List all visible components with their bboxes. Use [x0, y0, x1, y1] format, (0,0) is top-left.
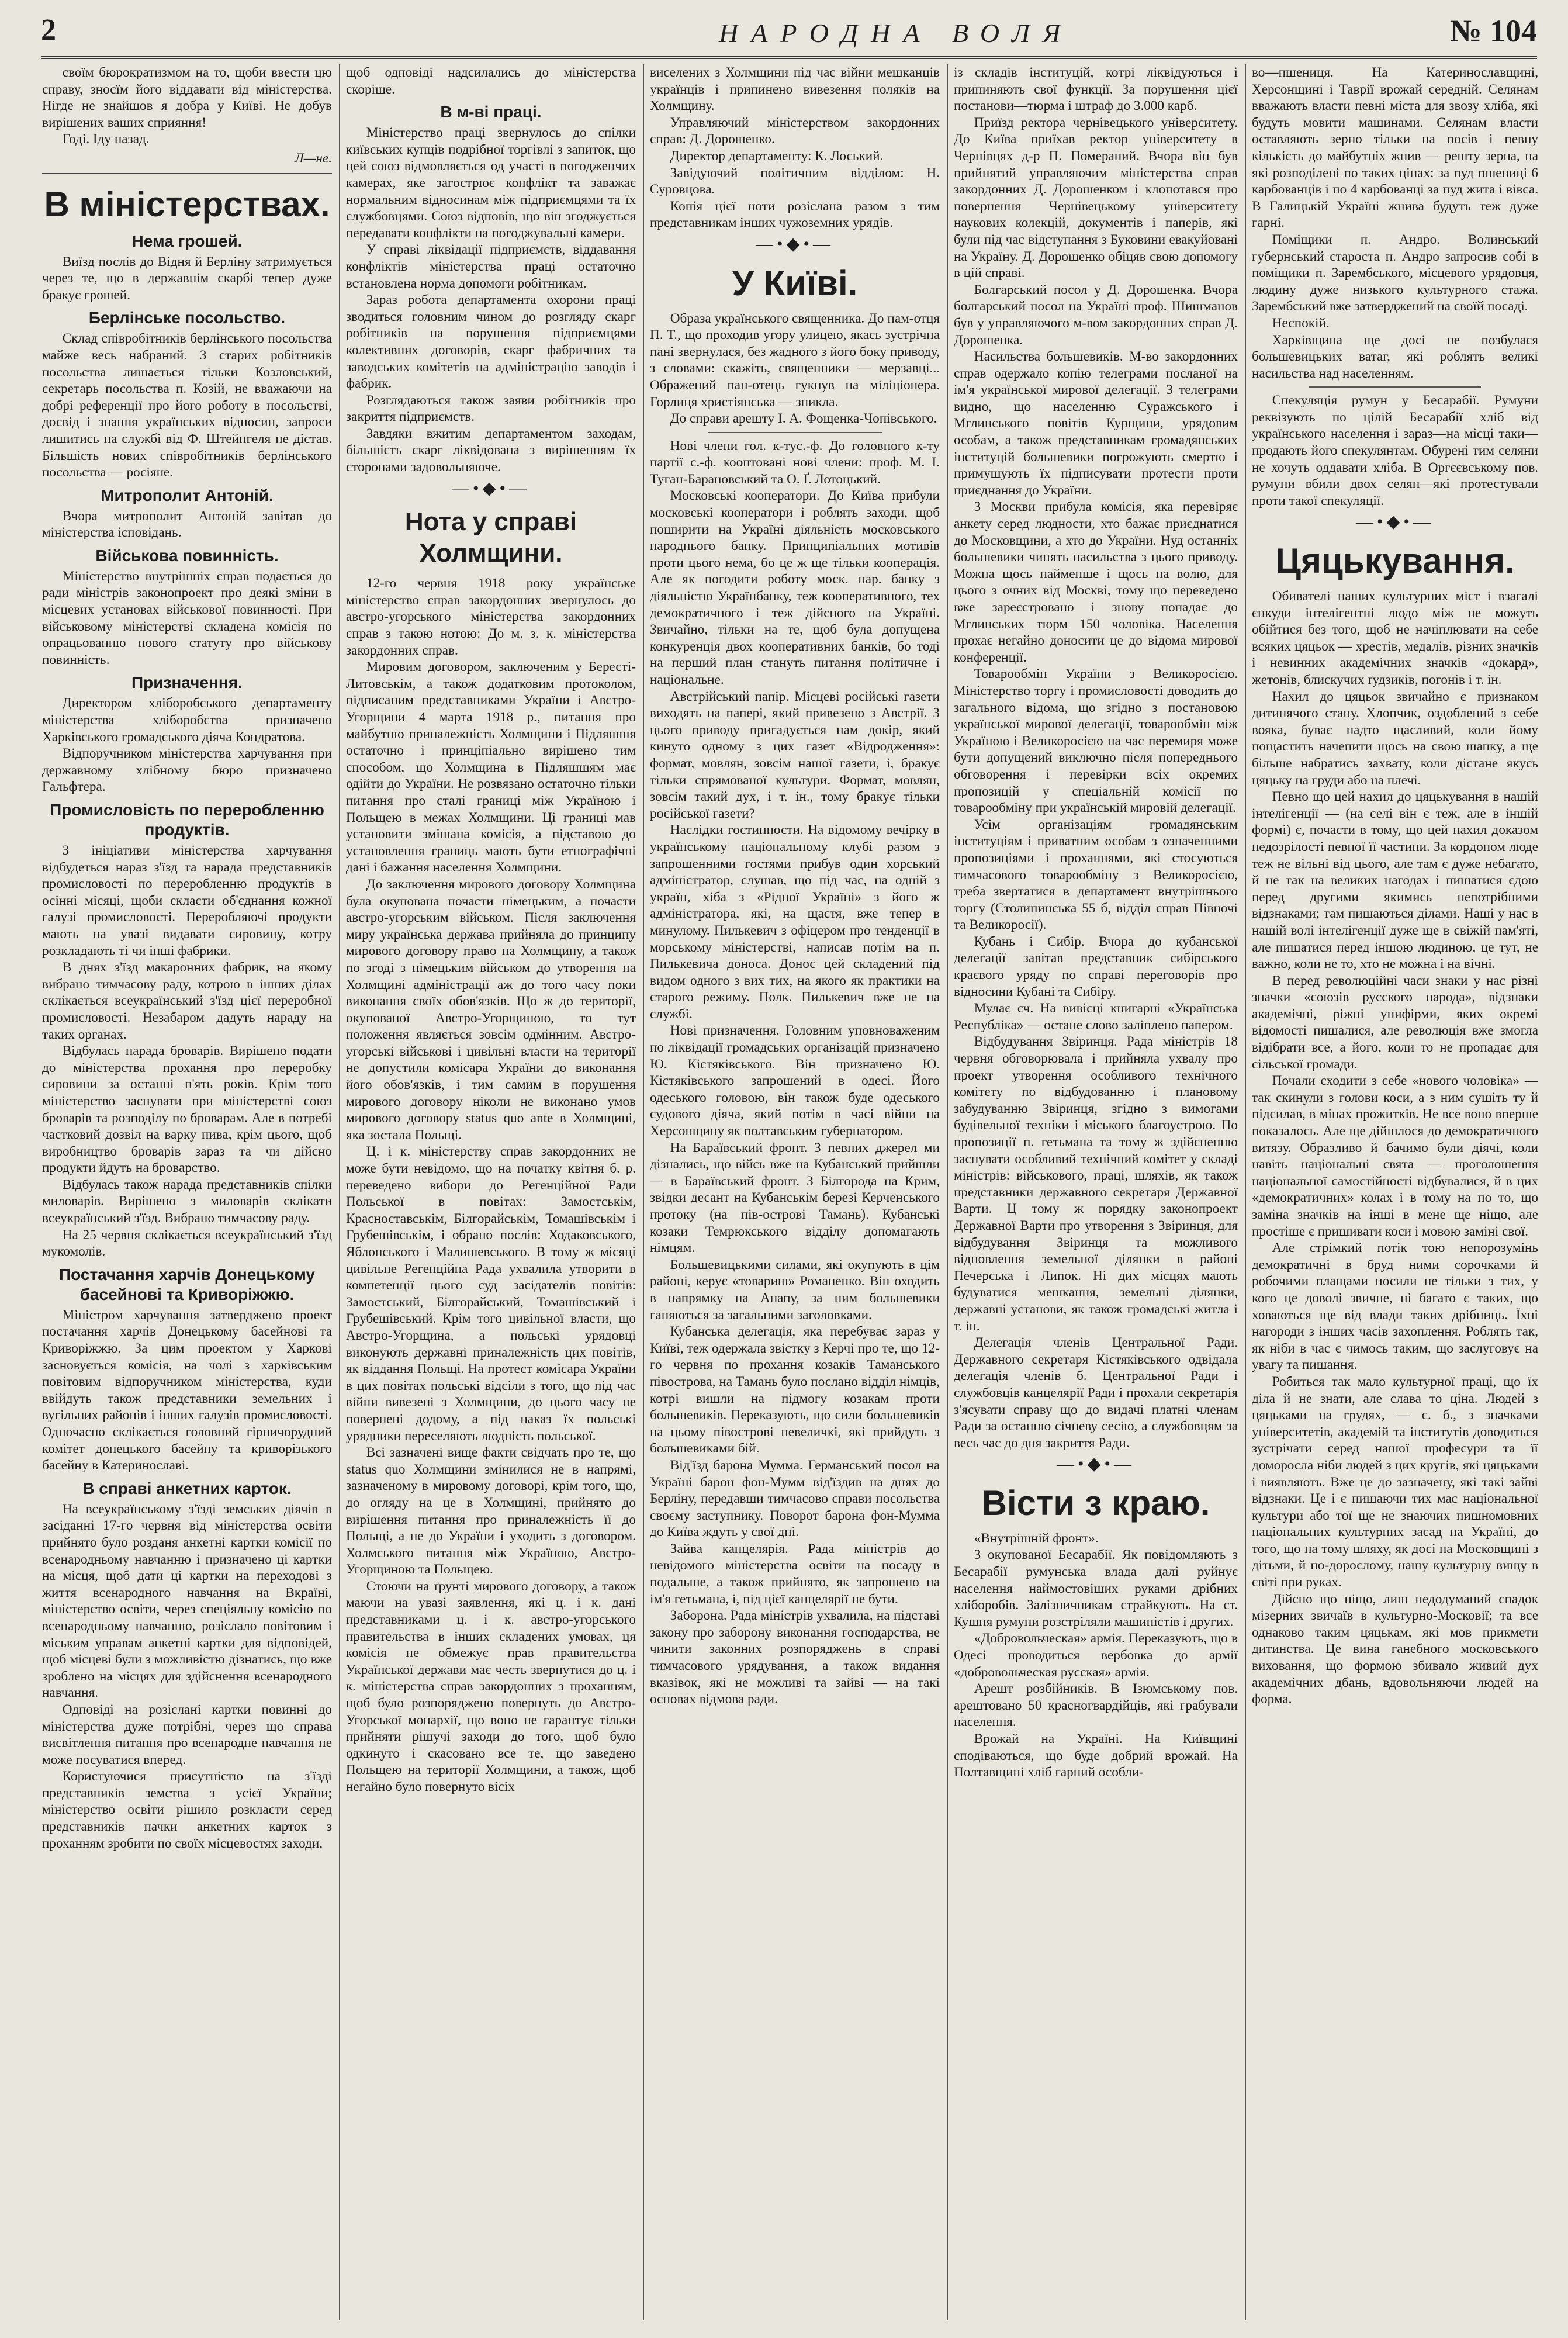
article-text: Вчора митрополит Антоній завітав до міністерства ісповідань. [42, 508, 332, 541]
section-title: У Київі. [732, 263, 858, 303]
article-text: во—пшениця. На Катеринославщині, Херсонщині і Таврії врожай середній. Селянам вважають власти певні міста для звозу хліба, які будуть мовити машинами. Селянам власти оставляють зерно тільки на посів і певну кількість до майбутніх жнив — решту зерна, на які розподілені по таких цінах: за пуд пшениці 6 карбованців і по 4 карбованці за пуд жита і вівса. В Галицькій Україні жнива будуть теж дуже гарні. [1252, 65, 1538, 231]
divider [1309, 386, 1481, 388]
news-item: До справи арешту І. А. Фощенка-Чопівського. [670, 411, 937, 427]
news-item: Товарообмін України з Великоросією. Міністерство торгу і промисловості доводить до загального відома, що згідно з постановою української мирової делегації, товарообмін між Україною і Великоросією на час перемиря може бути допущений виключно після попереднього обговорення і перевірки всіх окремих пропозицій у спеціальній комісії по товарообміну при українській мировій делегації. [954, 666, 1238, 816]
article-text: На всеукраїнському з'їзді земських діячів в засіданні 17-го червня від міністерства освіти прийнято було розданя анкетні картки комісії по всенародньому навчанню і призначено ці картки на місця, щоб дати ці картки на переходові з життя всенародного навчання на Вкраїні, міністерство освіти, через спеціяльну комісію по всенародньому навчанню, розіслало повітовим і міським управам анкетні картки для відповідей, щоб місцеві були з можливістю дізнатись, що вже зроблено на місцях для здійснення всенародного навчання. [42, 1501, 332, 1701]
news-item: Від'їзд барона Мумма. Германський посол на Україні барон фон-Мумм від'їздив на днях до Берліну, передавши тимчасово справи посольства своєму заступнику. Поворот барона фон-Мумма до Київа ждуть у свої дні. [650, 1457, 940, 1540]
column-5 [1252, 64, 1538, 2320]
issue-number: № 104 [1450, 13, 1537, 49]
column-3 [650, 64, 940, 2320]
subheading: «Внутрішній фронт». [974, 1530, 1099, 1546]
column-divider [1245, 64, 1246, 2320]
article-text: Певно що цей нахил до цяцькування в нашій інтелігенції — (на селі він є теж, але в іншій формі) є, почасти в тому, що цей нахил доказом недозрілості певної її частини. За кордоном люде теж не вільні від цього, але там є дуже небагато, й не так на великих нагодах і пишатися єдою перед другими якимись непотрібними відзнаками; там пишаються ділами. Наші у нас в нашій волі інтелігенції дуже ще в свіжій пам'яті, але пишатися перед іншою людиною, це тут, не важно, коли не то, хто не можна і на вічні. [1252, 789, 1538, 972]
article-text: виселених з Холмщини під час війни мешканців українців і припинено вивезення поляків на Холмщину. [650, 65, 940, 114]
news-item: Відбудування Звіринця. Рада міністрів 18 червня обговорювала і прийняла ухвалу про проект утворення особливого технічного комітету по відбудованню і плановому забудуванню Звіринця, згідно з вимогами будівельної техніки і міського благоустрою. По пропозиції п. гетьмана та тому ж здійсненню заснувати особливий технічний комітет у складі міністрів: військового, праці, шляхів, як також представники державного секретаря Державної Варти. Ц тому ж порядку законопроект Державної Варти про утворення з Звіринця, для відбудування Звіринця та можливого відновлення земельної ділянки в районі Печерська і Липок. Ні дих місцях мають будуватися мешкання, земельні ділянки, державні установи, як також громадські житла і т. ін. [954, 1034, 1238, 1334]
article-text: Почали сходити з себе «нового чоловіка» — так скинули з голови коси, а з ним сушіть ту й підсилав, в мінах прожитків. Не все воно вперше показалось. Але ще дійшлося до демократичного витязу. Образливо й бачимо були діячі, коли навіть національні свята — проголошення національної самостійності відбувалися, й в цих «демократичних» колах і в тому на по то, що заміна значків на інші в мене ще ніщо, але простіше є пришивати коси і мовою заміні свої. [1252, 1073, 1538, 1239]
article-text: Відпоручником міністерства харчування при державному хлібному бюро призначено Гальфтера. [42, 746, 332, 795]
article-text: До заключення мирового договору Холмщина була окупована почасти німецьким, а почасти австро-угорським військом. Після заключення миру українська держава прийняла до принципу мирового договору право на Холмщину, а також по згоді з німецьким військом до утворення на Холмщині адміністрації аж до того часу поки виконання своїх обов'язків. Що ж до території, окупованої Австро-Угорщиною, то тут положення являється зовсім одмінним. Австро-угорські військові і цивільні власти на території не допустили комісара України до виконання його обов'язків, і тим самим в порушення мирового договору ніколи не виконано умов мирового договору status quo ante в Холмщині, яка зостала Польщі. [346, 876, 636, 1143]
article-text: З ініціативи міністерства харчування відбудеться нараз з'їзд та нарада представників промисловості по переробленню продуктів в осінні місяці, щоби скласти об'єднання кожної галузі промисловості. Переробляючі продукти мають на увазі видавати сировину, котру розкладають ті чи інші фабрики. [42, 843, 332, 959]
article-text: У справі ліквідації підприємств, віддавання конфліктів міністерства праці остаточно встановлена норма допомоги робітникам. [346, 242, 636, 291]
article-text: В перед революційні часи знаки у нас різні значки «союзів русского народа», відзнаки академічні, ріжні унифірми, яких окремі відомості пишалися, але революція вже змогла відібрати все, а його, коли то не пропадає для сільської громади. [1252, 973, 1538, 1072]
subheading: Постачання харчів Донецькому басейнові та Криворіжжю. [59, 1265, 315, 1303]
news-item: Заборона. Рада міністрів ухвалила, на підставі закону про заборону виконання господарства, не чинити законних розпоряджень в справі тимчасового урядування, а також видання вказівок, які не можливі та зайві — на такі основах відмова ради. [650, 1608, 940, 1707]
article-text: із складів інституцій, котрі ліквідуються і припиняють свої функції. За порушення цієї постанови—тюрма і штраф до 3.000 карб. [954, 65, 1238, 114]
article-text: Обивателі наших культурних міст і взагалі єнкуди інтелігентні людо між не можуть обійтися без того, щоб не начіплювати на себе всяких цяцьок — хрестів, медалів, різних значків і невинних академічних значків «докард», жетонів, блискучих ґудзиків, погонів і т. ін. [1252, 589, 1538, 687]
article-text: щоб одповіді надсилались до міністерства скоріше. [346, 65, 636, 97]
article-text: Але стрімкий потік тою непорозумінь демократичні в бруд ними сорочками й робочими плащами носили не тільки з тих, у кого це доволі звичне, ні багато є таких, що ховаються ще від влади таких дрібниць. Їхні нагороди з інших часів захоплення. Роблять так, як ніби в час є чимось таким, що заслуговує на увагу та пишання. [1252, 1240, 1538, 1373]
column-1 [42, 64, 332, 2320]
subheading: Берлінське посольство. [88, 309, 286, 327]
news-item: Образа українського священника. До пам-отця П. Т., що проходив угору улицею, якась зустрічна пані звернулася, без жадного з його боку приводу, з словами: скажіть, священники — мерзавці... Ображений пан-отець гукнув на міліціонера. Горлиця христіянська — зникла. [650, 310, 940, 410]
news-item: Кубань і Сибір. Вчора до кубанської делегації завітав представник сибірського краєвого уряду по справі переговорів про відносини Кубані та Сибіру. [954, 933, 1238, 999]
article-text: Директор департаменту: К. Лоський. [670, 148, 884, 164]
news-item: Московські кооператори. До Київа прибули московські кооператори і роблять заходи, щоб поширити на Україні діяльність московського народнього банку. Принципіальних мотивів проти цього нема, бо це ж ще тільки кооперація. Але як погодити роботу моск. нар. банку з діяльністю Українбанку, теж кооперативного, тех демократичного і теж дійсного на Україні. Звичайно, тільки на те, щоб була допущена конкуренція двох кооперативних банків, бо тоді на перший план стануть питання політичне і національне. [650, 488, 940, 687]
news-item: Арешт розбійників. В Ізюмському пов. арештовано 50 красногвардійців, які грабували населення. [954, 1681, 1238, 1730]
news-item: Харківщина ще досі не позбулася большевицьких ватаг, які роблять великі насильства над населенням. [1252, 332, 1538, 381]
news-item: Насильства большевиків. М-во закордонних справ одержало копію телеграми посланої на ім'я української мирової делегації. З телеграми видно, що населенню Суражського і Мглинського повітів Курщини, урядовим особам, а також представникам громадянських інституцій большевики погрожують смертю і примушують їх підписувати протести проти приєднання до України. [954, 349, 1238, 498]
article-text: Робиться так мало культурної праці, що їх діла й не знати, але слава то ціна. Людей з цяцьками на грудях, — с. б., з значками університетів, академій та інститутів доводиться зустрічати серед нашої професури та її доморосла ніби людей з цих кругів, які цяцьками і виявляють. Вже це до зазначену, які такі зайві відзнаки. Це і є пишаючи тих мас національної культури або тої ще не знаючих пишномовних національних культурних засад на Україні, до того, що на тому шляху, як досі на Московщині з дітьми, й по-дорослому, нашу культурну вищу в світі при руках. [1252, 1374, 1538, 1590]
column-divider [339, 64, 340, 2320]
article-text: Розглядаються також заяви робітників про закриття підприємств. [346, 392, 636, 425]
subheading: Промисловість по переробленню продуктів. [50, 801, 324, 839]
article-text: Мировим договором, заключеним у Бересті-Литовськім, а також додатковим протоколом, підписаним представниками України і Австро-Угорщини 4 марта 1918 р., питання про майбутню приналежність Холмщини і Підляшшя остаточно і принціпіально вирішено тим способом, що Холмщина в Підляшшям має одійти до України. Не розвязано остаточно тільки питання про сталі границі між Україною і Польщею в межах Холмщини. Ці границі мав установити змішана комісія, а підставою до установлення границь мають бути етнографічні дані і бажання населення Холмщини. [346, 659, 636, 876]
article-text: Нахил до цяцьок звичайно є признаком дитинячого стану. Хлопчик, оздоблений з себе вояка, буває надто щасливий, коли йому пощастить начепити щось на свою шапку, а ще більше набратись захвату, коли дістане якусь цяцьку на груди або на плечі. [1252, 689, 1538, 788]
subheading: Митрополит Антоній. [101, 486, 274, 504]
column-2 [346, 64, 636, 2320]
news-item: Неспокій. [1272, 315, 1330, 331]
article-text: своїм бюрократизмом на то, щоби ввести цю справу, зносїм його віддавати від міністерства. Нігде не знайшов я добра у Київі. Не добув вирішених ваших сприяння! [42, 65, 332, 130]
newspaper-title: НАРОДНА ВОЛЯ [719, 18, 1074, 48]
subheading: Призначення. [131, 673, 243, 692]
news-item: «Добровольческая» армія. Переказують, що в Одесі проводиться вербовка до армії «добровольческая русская» армія. [954, 1631, 1238, 1680]
article-text: Директором хліборобського департаменту міністерства хліборобства призначено Харківського громадського діяча Кондратова. [42, 696, 332, 745]
news-item: Нові призначення. Головним уповноваженим по ліквідації громадських організацій призначено Ю. Кістяківського. Він призначено Ю. Кістяківського запрошений в одесі. Його одеського головою, він також буде одеського судового діяча, який потім в часі війни на Херсонщину як полтавським губернатором. [650, 1023, 940, 1139]
news-item: Болгарський посол у Д. Дорошенка. Вчора болгарський посол на Україні проф. Шишманов був у управляючого м-вом закордонних справ Д. Дорошенка. [954, 282, 1238, 348]
news-item: Наслідки гостинности. На відомому вечірку в українському національному клубі разом з запрошенними гостями прибув один хорський адміністратор, слушав, що під час, на одній з україн, хіба з «Рідної Україні» з його ж адміністратора, які, на щастя, вже тепер в минулому. Пилькевич з офіцером про тенденції в морському міністерстві, написав потім на п. Пилькевича доноса. Донос цей складений під видом одного з вих тих, на якого як практики на старого режиму. Полк. Пилькевич вже не на службі. [650, 822, 940, 1022]
column-divider [643, 64, 644, 2320]
news-item: Приїзд ректора чернівецького університету. До Київа приїхав ректор університету в Чернівцях д-р П. Помераний. Вчора він був прийнятий управляючим міністерства справ закордонних Д. Дорошенком і клопотався про повернення Чернівецькому університету наукових колекцій, документів і паперів, які були під час відступання з Буковини евакуйовані на Україну. Д. Дорошенко обіцяв свою допомогу в цій справі. [954, 115, 1238, 281]
column-divider [947, 64, 948, 2320]
article-text: Стоючи на ґрунті мирового договору, а також маючи на увазі заявлення, які ц. і к. дані представниками ц. і к. австро-угорського правительства в інших складених умовах, ця комісія не обмежує прав правительства Української держави має честь звернутися до ц. і к. міністерства справ закордонних з проханням, щоб було розпоряджено повернуть до Австро-Угорської монархії, що воно не гарантує тільки прийняти рішучі заходи до того, щоб було одкинуто і скасовано все те, що заведено Польщею на території Холмщини, а також, щоб негайно було повернуто вісіх [346, 1578, 636, 1794]
article-text: На 25 червня склікається всеукраїнський з'їзд мукомолів. [42, 1227, 332, 1260]
article-text: Міністром харчування затверджено проект постачання харчів Донецькому басейнові та Криворіжжю. За цим проектом у Харкові засновується комісія, на чолі з харківським повітовим відпоручником міністерства, куди ввійдуть також представники земельних і вугільних районів і інших галузів промисловості. Одночасно склікається головний гірничорудний комітет донецького басейну та криворізького басейну в Катеринославі. [42, 1307, 332, 1474]
article-text: Всі зазначені вище факти свідчать про те, що status quo Холмщини змінилися не в напрямі, зазначеному в мировому договорі, крім того, що, до огляду на це в Холмщині, прийнято до вирішення питання про приналежність її до Польщі, а не до України і уходить з договором. Холмського питання між Україною, Австро-Угорщиною та Польщею. [346, 1445, 636, 1578]
ornament-divider: —•◆•— [1056, 1454, 1136, 1474]
news-item: Кубанська делегація, яка перебуває зараз у Київі, теж одержала звістку з Керчі про те, що 12-го червня по прохання козаків Таманського півострова, на Тамань було послано відділ німців, котрі вишли на підмогу козакам проти большевиків. Переказують, що сили большевиків на цьому півострові невеличкі, які прийдуть з большевиками бій. [650, 1324, 940, 1457]
news-item: Спекуляція румун у Бесарабії. Румуни реквізують по цілій Бесарабії хліб від українського населення і зараз—на місці таки—продають його спекулянтам. Обурені тим селяни не хочуть оддавати хліба. В Оргєєвському пов. румуни вбили двох селян—які протестували проти такої спекуляції. [1252, 393, 1538, 509]
article-text: Міністерство праці звернулось до спілки київських купців подрібної торгівлі з запиток, що цей союз відмовляється од участі в погодженчих камерах, яке загострює конфлікт та заважає нормальним відносинам між підприємцями та їх службовцями. Союз відповів, що він згоджується передавати конфлікти на погоджувальні камери. [346, 125, 636, 241]
news-item: Австрійський папір. Місцеві російські газети виходять на папері, який привезено з Австрії. З цього приводу пригадується нам докір, який кинуто одному з цих газет «Відродження»: формат, мовлян, зовсім нашої газети, і, бракує тільки спрямованої культури. Формат, мовлян, зовсім такий дух, і т. ін., тому бракує тільки російської газети? [650, 689, 940, 821]
article-text: Ц. і к. міністерству справ закордонних не може бути невідомо, що на початку квітня б. р. переведено вибори до Регенційної Ради Польської в повітах: Замостськім, Красноставськім, Білгорайськім, Томашівськім і Грубешівськім, і обрано послів: Ходаковського, Яблонського і Малишевського. В тому ж місяці цивільне Регенційна Рада ухвалила утворити в компетенції цього суд засідателів повітів: Замостський, Білгорайський, Томашівський і Грубешівський. Крім того цивільної власти, що Австро-Угорщина, а польські урядовці виконують державні приналежність цих повітів, як віддання Польщі. На протест комісара України в цих повітах польські відсіли з того, що під час війни вивезені з Холмщини, до цього часу не повернені додому, а під наказ їх польські урядники переселяють людність польської. [346, 1144, 636, 1444]
article-text: Користуючися присутністю на з'їзді представників земства з усієї України; міністерство освіти рішило розкласти серед представників пачки анкетних карток з проханням зробити по своїх місцевостях заходи, [42, 1769, 332, 1851]
article-text: 12-го червня 1918 року українське міністерство справ закордонних звернулось до австро-угорського міністерства закордонних справ з такою нотою: До м. з. к. міністерства закордонних справ. [346, 576, 636, 658]
news-item: На Бараївський фронт. З певних джерел ми дізнались, що війсь вже на Кубанський прийшли — в Бараївський фронт. З Білгорода на Крим, звідки десант на Кубанськім березі Керченського протоку (на пів-острові Тамань). Кубанські козаки Темрюкського відділу допомагають німцям. [650, 1140, 940, 1256]
news-item: Поміщики п. Андро. Волинський губернський староста п. Андро запросив собі в поміщики п. Зарембського, місцевого урядовця, людину дуже низького культурного стажа. Зарембський вже затверджений на своїй посаді. [1252, 231, 1538, 314]
article-text: Міністерство внутрішніх справ подається до ради міністрів законопроект про деякі зміни в місцевих установах військової повинності. При військовому міністерстві складена комісія по опрацьованню нового статуту про військову повинність. [42, 568, 332, 667]
subheading: Нема грошей. [131, 231, 243, 250]
section-title: Вісти з краю. [981, 1483, 1210, 1523]
article-text: Відбулась нарада броварів. Вирішено подати до міністерства прохання про переробку сировини за останні п'ять років. Крім того міністерство заснувати при міністерстві союз броварів та розподілу по броварам. Але в потребі частковий дозвіл на варку пива, крім цього, щоб виробництво броварів зараз та чи дійсно продукти йдуть на броварство. [42, 1043, 332, 1176]
page-number: 2 [41, 13, 56, 47]
article-text: Зараз робота департамента охорони праці зводиться головним чином до розгляду скарг робітників на порушення підприємцями колективних договорів, скарг фабричних та заводських комітетів на адміністрацію заводів і фабрик. [346, 292, 636, 392]
article-title: Нота у справі Холмщини. [404, 507, 577, 568]
article-text: Завідуючий політичним відділом: Н. Суровцова. [650, 165, 940, 198]
news-item: Врожай на Україні. На Київщині сподіваються, що буде добрий врожай. На Полтавщині хліб гарний особли- [954, 1731, 1238, 1780]
article-text: Годі. Іду назад. [62, 132, 150, 147]
subheading: Військова повинність. [95, 546, 279, 565]
article-text: Відбулась також нарада представників спілки миловарів. Вирішено з миловарів склікати всеукраїнський з'їзд. Вибрано тимчасову раду. [42, 1177, 332, 1226]
ornament-divider: —•◆•— [755, 234, 835, 254]
news-item: Делегація членів Центральної Ради. Державного секретаря Кістяківського одвідала делегація членів б. Центральної Ради і службовців канцелярії Ради і прохали секретарія з'ясувати справу що до видачі платні членам Ради за останню січневу сесію, а службовцям за весь час до дня закриття Ради. [954, 1335, 1238, 1451]
section-title: В міністерствах. [44, 184, 330, 224]
article-text: Дійсно що ніщо, лиш недодуманий спадок мізерних звичаїв в культурно-Московії; та все однаково таким цяцькам, які мов прикмети дитинства. Це вина ганебного московського виховання, що формою збивало живий дух академічних дбань, вдовольняючи людей на форма. [1252, 1591, 1538, 1707]
article-text: Завдяки вжитим департаментом заходам, більшість скарг ліквідована з вирішенням їх сторонами задовольняюче. [346, 426, 636, 475]
news-item: Нові члени гол. к-тус.-ф. До головного к-ту партії с.-ф. кооптовані нові члени: проф. М. І. Туган-Барановський та О. Ґ. Лотоцький. [650, 438, 940, 487]
subheading: В справі анкетних карток. [82, 1479, 292, 1497]
article-text: Управляючий міністерством закордонних справ: Д. Дорошенко. [650, 115, 940, 147]
article-text: В днях з'їзд макаронних фабрик, на якому вибрано тимчасову раду, котрою в інших ділах склікається всеукраїнський з'їзд цієї переробної промисловості. Незабаром дадуть нараду на таких органах. [42, 960, 332, 1042]
news-item: З окупованої Бесарабії. Як повідомляють з Бесарабії румунська влада далі руйнує населення наймостовіших руками дрібних хліборобів. Залізничникам страйкують. На ст. Кушня румуни розстріляли машиністів і других. [954, 1547, 1238, 1630]
article-text: Виїзд послів до Відня й Берліну затримується через те, що в державнім скарбі тепер дуже бракує грошей. [42, 254, 332, 303]
news-item: Большевицькими силами, які окупують в цім районі, керує «товариш» Романенко. Він оходить в напрямку на Анапу, за ним большевики ганяються за загальними заголовками. [650, 1257, 940, 1323]
article-text: Одповіді на розіслані картки повинні до міністерства дуже потрібні, через що справа висвітлення питання про всенародне навчання не може посуватися вперед. [42, 1701, 332, 1768]
subheading: В м-ві праці. [440, 103, 542, 122]
article-text: Склад співробітників берлінського посольства майже весь набраний. З старих робітників посольства лишається тільки Козловський, секретарь посольства п. Козій, не вважаючи на добрі референції про його роботу в посольстві, досвід і знання українських відносин, запроси лишитись на службі від Ф. Штейнгеля не дістав. Більшість нових співробітників берлінського посольства — росіяне. [42, 331, 332, 480]
ornament-divider: —•◆•— [1355, 512, 1435, 532]
news-item: Мулає сч. На вивісці книгарні «Українська Республіка» — остане слово заліплено папером. [954, 1001, 1238, 1033]
column-4 [954, 64, 1238, 2320]
ornament-divider: —•◆•— [451, 478, 531, 498]
article-text: Копія цієї ноти розіслана разом з тим представникам інших чужоземних урядів. [650, 198, 940, 231]
news-item: З Москви прибула комісія, яка перевіряє анкету серед людности, хто бажає приєднатися до Московщини, а хто до України. Нуд останніх большевики чинять насильства з цього приводу. Можна щось найменше і щось на волю, для цього з очних від Москві, тому що переведено вже зареєстровано і знову попадає до Мглинських тюрм 150 чоловіка. Населення прохає негайно доносити це до відома мирової конференції. [954, 499, 1238, 665]
masthead [41, 13, 1537, 58]
masthead-rule [41, 56, 1537, 59]
section-title: Цяцькування. [1275, 541, 1515, 581]
news-item: Зайва канцелярія. Рада міністрів до невідомого міністерства освіти на посаду в подальше, а також прийнято, як запрошено на ім'я гетьмана, і, під цієї канцелярії не бути. [650, 1541, 940, 1607]
news-item: Усім організаціям громадянським інституціям і приватним особам з означенними пропозиціями і проханнями, які стосуються тимчасового товарообміну з Великоросією, треба звертатися в департамент внутрішнього торгу (Столипинська 55 б, відділ справ Півночі та Великоросії). [954, 817, 1238, 933]
author-sign: Л—не. [295, 150, 332, 166]
divider [42, 173, 332, 174]
divider [708, 432, 882, 433]
